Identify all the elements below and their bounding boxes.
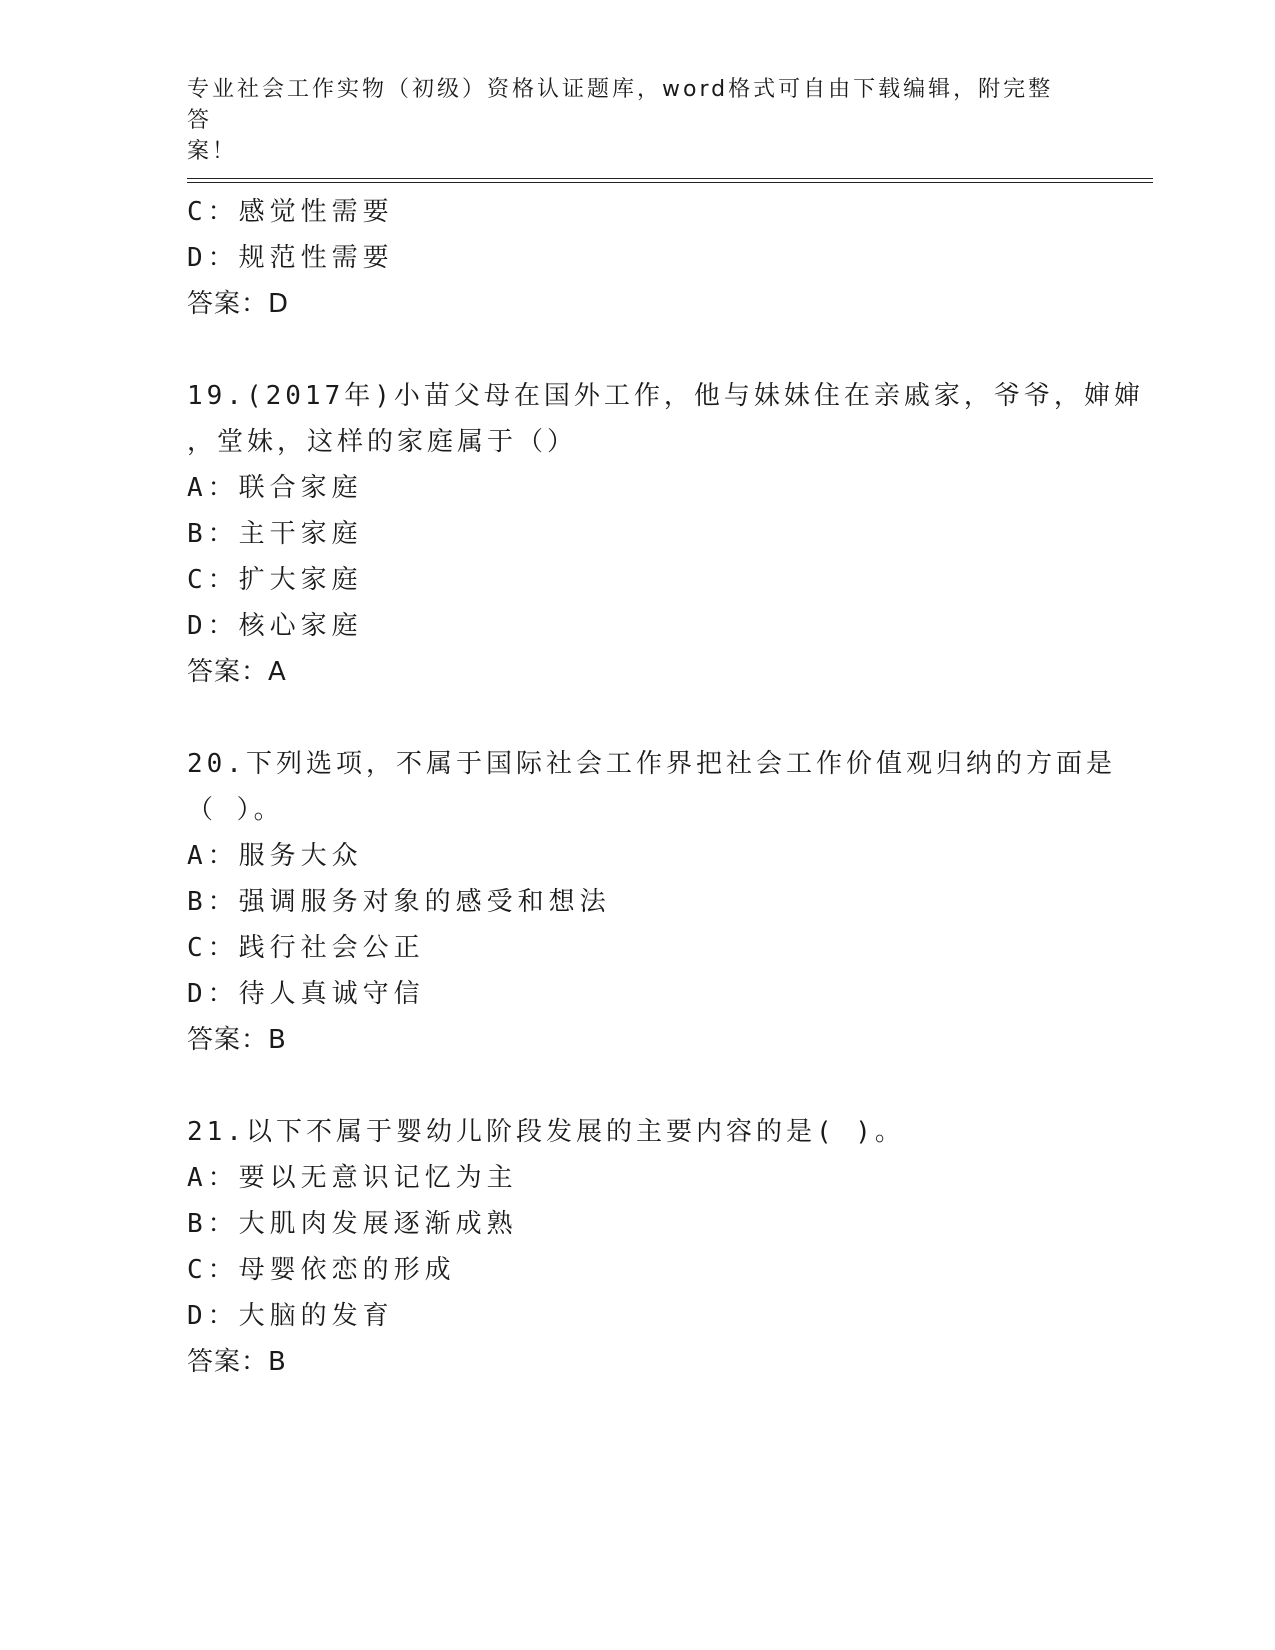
option-a: A：要以无意识记忆为主 bbox=[187, 1163, 518, 1193]
question-stem-line-2: ，堂妹，这样的家庭属于（） bbox=[187, 427, 578, 457]
header-rule-bottom bbox=[187, 182, 1153, 183]
answer-line: 答案：D bbox=[187, 289, 290, 319]
option-c: C：扩大家庭 bbox=[187, 565, 363, 595]
header-line-2: 案！ bbox=[187, 139, 238, 164]
option-d: D：规范性需要 bbox=[187, 243, 394, 273]
question-stem-line-1: 19.(2017年)小苗父母在国外工作，他与妹妹住在亲戚家，爷爷，婶婶 bbox=[187, 381, 1144, 411]
option-b: B：主干家庭 bbox=[187, 519, 363, 549]
answer-line: 答案：B bbox=[187, 1347, 287, 1377]
spacer bbox=[187, 327, 1087, 373]
option-d: D：大脑的发育 bbox=[187, 1301, 394, 1331]
option-c: C：感觉性需要 bbox=[187, 197, 394, 227]
spacer bbox=[187, 1063, 1087, 1109]
question-stem-line-1: 21.以下不属于婴幼儿阶段发展的主要内容的是( )。 bbox=[187, 1117, 905, 1147]
option-c: C：践行社会公正 bbox=[187, 933, 425, 963]
document-header bbox=[187, 74, 1067, 167]
question-block-19 bbox=[187, 373, 1144, 695]
option-c: C：母婴依恋的形成 bbox=[187, 1255, 456, 1285]
question-block-21 bbox=[187, 1109, 1087, 1385]
answer-line: 答案：B bbox=[187, 1025, 287, 1055]
question-stem-line-2: （ ）。 bbox=[187, 795, 284, 825]
answer-line: 答案：A bbox=[187, 657, 287, 687]
option-a: A：服务大众 bbox=[187, 841, 363, 871]
option-d: D：待人真诚守信 bbox=[187, 979, 425, 1009]
header-line-1: 专业社会工作实物（初级）资格认证题库，word格式可自由下载编辑，附完整答 bbox=[187, 77, 1054, 133]
header-rule-top bbox=[187, 178, 1153, 179]
option-a: A：联合家庭 bbox=[187, 473, 363, 503]
question-block-20 bbox=[187, 741, 1116, 1063]
option-b: B：大肌肉发展逐渐成熟 bbox=[187, 1209, 518, 1239]
question-stem-line-1: 20.下列选项，不属于国际社会工作界把社会工作价值观归纳的方面是 bbox=[187, 749, 1116, 779]
question-block-prev bbox=[187, 189, 1087, 327]
option-b: B：强调服务对象的感受和想法 bbox=[187, 887, 611, 917]
question-list bbox=[187, 189, 1144, 1385]
option-d: D：核心家庭 bbox=[187, 611, 363, 641]
spacer bbox=[187, 695, 1087, 741]
